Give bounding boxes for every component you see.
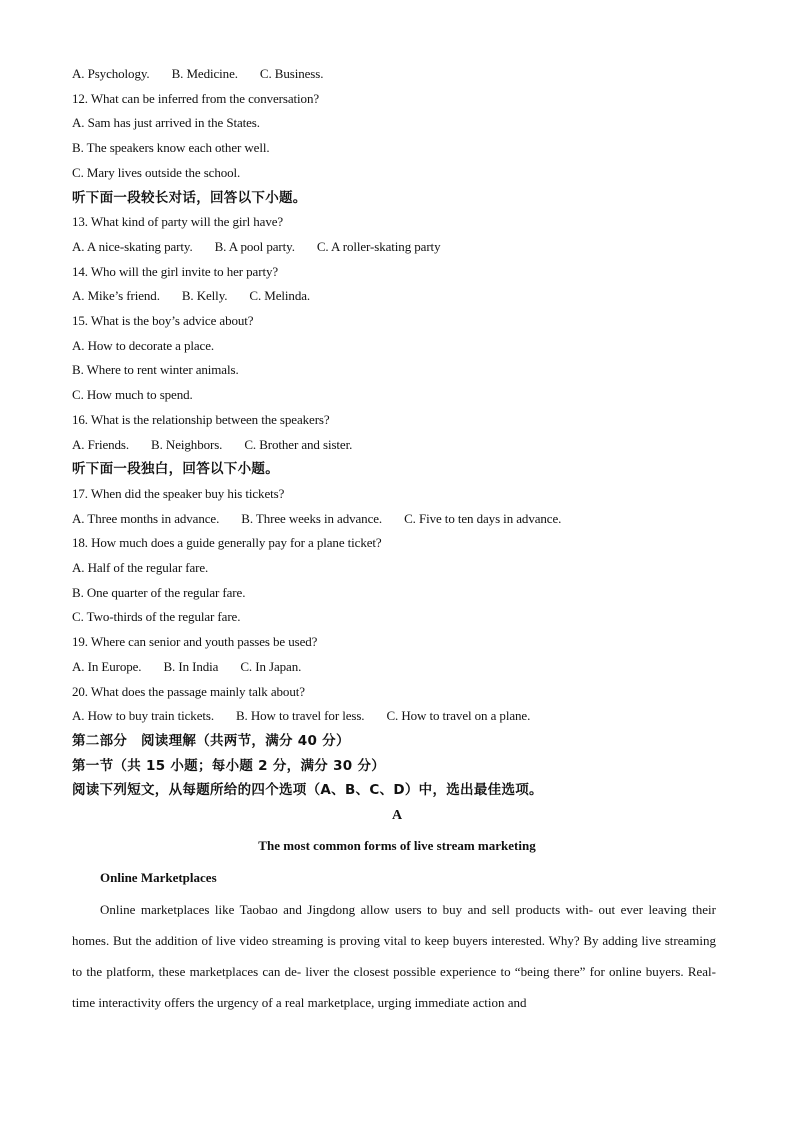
answer-option: B. Neighbors. — [151, 436, 223, 452]
question-text: 19. Where can senior and youth passes be used? — [72, 634, 318, 650]
answer-option: A. Friends. — [72, 436, 130, 452]
article-paragraph: Online marketplaces like Taobao and Jingdong allow users to buy and sell products with- out ever leaving their homes. But the addition of live video streaming is proving vital to keep buyers interested. Why? By adding live streaming to the platform, these marketplaces can de- liver the closest possible experience to “being there” for online buyers. Real-time interactivity offers the urgency of a real marketplace, urging immediate action and — [72, 902, 716, 1011]
answer-option: B. Where to rent winter animals. — [72, 362, 239, 378]
answer-option: C. Two-thirds of the regular fare. — [72, 609, 241, 625]
question-list — [72, 62, 722, 803]
section-heading: 第一节（共 15 小题；每小题 2 分，满分 30 分） — [72, 757, 386, 774]
answer-option: A. Half of the regular fare. — [72, 560, 209, 576]
passage-letter: A — [391, 808, 403, 824]
question-text: 12. What can be inferred from the conversation? — [72, 90, 320, 106]
section-heading: 第二部分 阅读理解（共两节，满分 40 分） — [72, 732, 350, 749]
question-text: 20. What does the passage mainly talk about? — [72, 683, 305, 699]
question-text: 17. When did the speaker buy his tickets? — [72, 485, 285, 501]
answer-option: B. How to travel for less. — [235, 708, 365, 724]
answer-option: C. Business. — [259, 66, 324, 81]
answer-option: C. A roller-skating party — [316, 238, 441, 254]
answer-option: C. In Japan. — [240, 658, 302, 674]
question-text: 14. Who will the girl invite to her party? — [72, 263, 279, 279]
answer-option: A. In Europe. — [72, 658, 142, 674]
answer-option: C. How to travel on a plane. — [386, 708, 531, 724]
answer-option: C. How much to spend. — [72, 387, 193, 403]
section-heading: 阅读下列短文，从每题所给的四个选项（A、B、C、D）中，选出最佳选项。 — [72, 782, 543, 799]
options-row — [72, 704, 722, 729]
options-row — [72, 235, 722, 260]
options-row — [72, 62, 722, 87]
answer-option: C. Five to ten days in advance. — [404, 510, 562, 526]
options-row — [72, 284, 722, 309]
answer-option: C. Mary lives outside the school. — [72, 164, 241, 180]
answer-option: A. How to buy train tickets. — [72, 708, 214, 724]
answer-option: B. A pool party. — [214, 238, 295, 254]
section-heading: 听下面一段较长对话，回答以下小题。 — [72, 189, 307, 206]
section-heading: 听下面一段独白，回答以下小题。 — [72, 461, 279, 478]
answer-option: C. Melinda. — [249, 288, 311, 304]
answer-option: B. Kelly. — [181, 288, 228, 304]
question-text: 13. What kind of party will the girl have? — [72, 214, 284, 230]
answer-option: A. How to decorate a place. — [72, 337, 215, 353]
answer-option: A. Mike’s friend. — [72, 288, 160, 304]
question-text: 16. What is the relationship between the speakers? — [72, 411, 330, 427]
article-subheading: Online Marketplaces — [100, 870, 217, 886]
document-page — [72, 62, 722, 1018]
article-title: The most common forms of live stream marketing — [258, 838, 536, 854]
answer-option: B. The speakers know each other well. — [72, 140, 270, 156]
answer-option: B. Three weeks in advance. — [241, 510, 383, 526]
answer-option: A. Sam has just arrived in the States. — [72, 115, 260, 131]
answer-option: C. Brother and sister. — [244, 436, 353, 452]
answer-option: B. One quarter of the regular fare. — [72, 584, 246, 600]
answer-option: A. A nice-skating party. — [72, 238, 193, 254]
options-row — [72, 433, 722, 458]
answer-option: A. Three months in advance. — [72, 510, 220, 526]
answer-option: B. Medicine. — [171, 66, 238, 81]
question-text: 18. How much does a guide generally pay for a plane ticket? — [72, 535, 382, 551]
options-row — [72, 507, 722, 532]
options-row — [72, 655, 722, 680]
answer-option: B. In India — [163, 658, 219, 674]
answer-option: A. Psychology. — [72, 66, 150, 81]
question-text: 15. What is the boy’s advice about? — [72, 313, 254, 329]
